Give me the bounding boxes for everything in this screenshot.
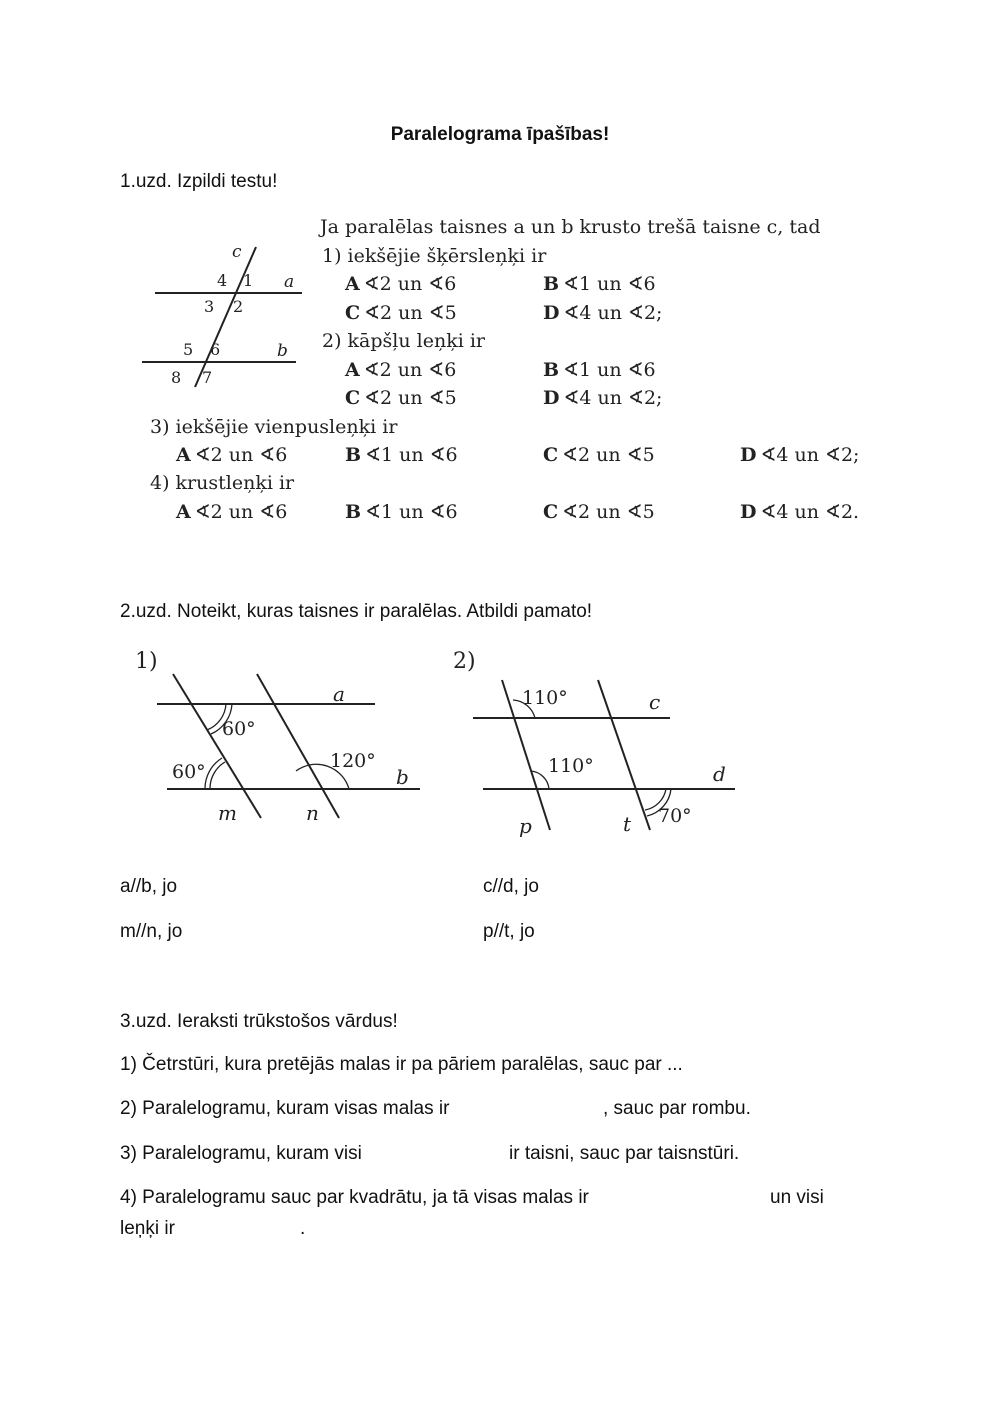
fig1-angle-1: 60°: [222, 718, 256, 740]
label-angle-5: 5: [183, 340, 194, 359]
sentence-4-mid: un visi: [770, 1187, 824, 1208]
q2-option-b[interactable]: B ∢1 un ∢6: [543, 359, 656, 381]
fig2-label-d: d: [713, 762, 726, 786]
q2-option-a[interactable]: A ∢2 un ∢6: [345, 359, 457, 381]
fig1-angle-2: 60°: [172, 761, 206, 783]
task1-intro: Ja paralēlas taisnes a un b krusto trešā taisne c, tad: [320, 216, 821, 238]
sentence-4: 4) Paralelogramu sauc par kvadrātu, ja tā visas malas ir: [120, 1187, 589, 1208]
label-angle-1: 1: [243, 271, 254, 290]
q4-option-b[interactable]: B ∢1 un ∢6: [345, 501, 458, 523]
q1-option-c[interactable]: C ∢2 un ∢5: [345, 302, 457, 324]
fig2-label-c: c: [649, 690, 661, 714]
question-2-label: 2) kāpšļu leņķi ir: [322, 330, 485, 352]
question-4-label: 4) krustleņķi ir: [150, 472, 295, 494]
label-angle-7: 7: [202, 368, 213, 387]
fig2-angle-1: 110°: [522, 687, 568, 709]
answer-cd: c//d, jo: [483, 876, 539, 897]
task3-heading: 3.uzd. Ieraksti trūkstošos vārdus!: [120, 1011, 398, 1032]
q4-option-c[interactable]: C ∢2 un ∢5: [543, 501, 655, 523]
figure-2: [445, 640, 745, 840]
fig2-angle-2: 110°: [548, 755, 594, 777]
sentence-1: 1) Četrstūri, kura pretējās malas ir pa pāriem paralēlas, sauc par ...: [120, 1054, 683, 1075]
fig2-label-t: t: [623, 812, 632, 836]
answer-mn: m//n, jo: [120, 921, 183, 942]
label-angle-4: 4: [217, 271, 228, 290]
page-title: Paralelograma īpašības!: [390, 124, 610, 145]
sentence-2-end: , sauc par rombu.: [603, 1098, 751, 1119]
q3-option-c[interactable]: C ∢2 un ∢5: [543, 444, 655, 466]
question-1-label: 1) iekšējie šķērsleņķi ir: [322, 245, 547, 267]
sentence-4-end: .: [300, 1218, 306, 1239]
q2-option-d[interactable]: D ∢4 un ∢2;: [543, 387, 663, 409]
label-a: a: [284, 272, 295, 292]
q1-option-a[interactable]: A ∢2 un ∢6: [345, 273, 457, 295]
fig1-angle-3: 120°: [330, 750, 376, 772]
label-angle-8: 8: [171, 368, 182, 387]
label-c: c: [232, 242, 242, 262]
fig2-label-p: p: [519, 814, 532, 838]
fig1-label-n: n: [306, 801, 319, 825]
sentence-4-line2: leņķi ir: [120, 1218, 175, 1239]
question-3-label: 3) iekšējie vienpusleņķi ir: [150, 416, 398, 438]
q2-option-c[interactable]: C ∢2 un ∢5: [345, 387, 457, 409]
q4-option-a[interactable]: A ∢2 un ∢6: [176, 501, 288, 523]
label-angle-3: 3: [204, 297, 215, 316]
q1-option-d[interactable]: D ∢4 un ∢2;: [543, 302, 663, 324]
sentence-3: 3) Paralelogramu, kuram visi: [120, 1143, 362, 1164]
answer-pt: p//t, jo: [483, 921, 535, 942]
line-c: [195, 247, 256, 387]
label-angle-2: 2: [233, 297, 244, 316]
answer-ab: a//b, jo: [120, 876, 178, 897]
task1-heading: 1.uzd. Izpildi testu!: [120, 171, 278, 192]
label-b: b: [277, 341, 288, 361]
transversal-figure: [140, 235, 315, 395]
fig2-line-t: [598, 680, 650, 830]
q3-option-d[interactable]: D ∢4 un ∢2;: [740, 444, 860, 466]
fig1-number: 1): [135, 649, 158, 674]
figure-1: [125, 640, 435, 835]
fig2-number: 2): [453, 649, 476, 674]
label-angle-6: 6: [210, 340, 221, 359]
fig1-label-b: b: [396, 765, 409, 789]
sentence-2: 2) Paralelogramu, kuram visas malas ir: [120, 1098, 450, 1119]
sentence-3-end: ir taisni, sauc par taisnstūri.: [509, 1143, 740, 1164]
blank-2[interactable]: [492, 1098, 602, 1122]
blank-3[interactable]: [395, 1143, 505, 1167]
fig1-label-m: m: [218, 801, 237, 825]
blank-4b[interactable]: [190, 1218, 298, 1242]
q1-option-b[interactable]: B ∢1 un ∢6: [543, 273, 656, 295]
fig1-label-a: a: [333, 682, 345, 706]
task2-heading: 2.uzd. Noteikt, kuras taisnes ir paralēlas. Atbildi pamato!: [120, 601, 593, 622]
fig1-line-n: [257, 674, 339, 818]
q3-option-b[interactable]: B ∢1 un ∢6: [345, 444, 458, 466]
blank-4a[interactable]: [646, 1187, 766, 1211]
q3-option-a[interactable]: A ∢2 un ∢6: [176, 444, 288, 466]
fig1-line-m: [173, 674, 261, 818]
fig2-angle-3: 70°: [658, 805, 692, 827]
q4-option-d[interactable]: D ∢4 un ∢2.: [740, 501, 860, 523]
